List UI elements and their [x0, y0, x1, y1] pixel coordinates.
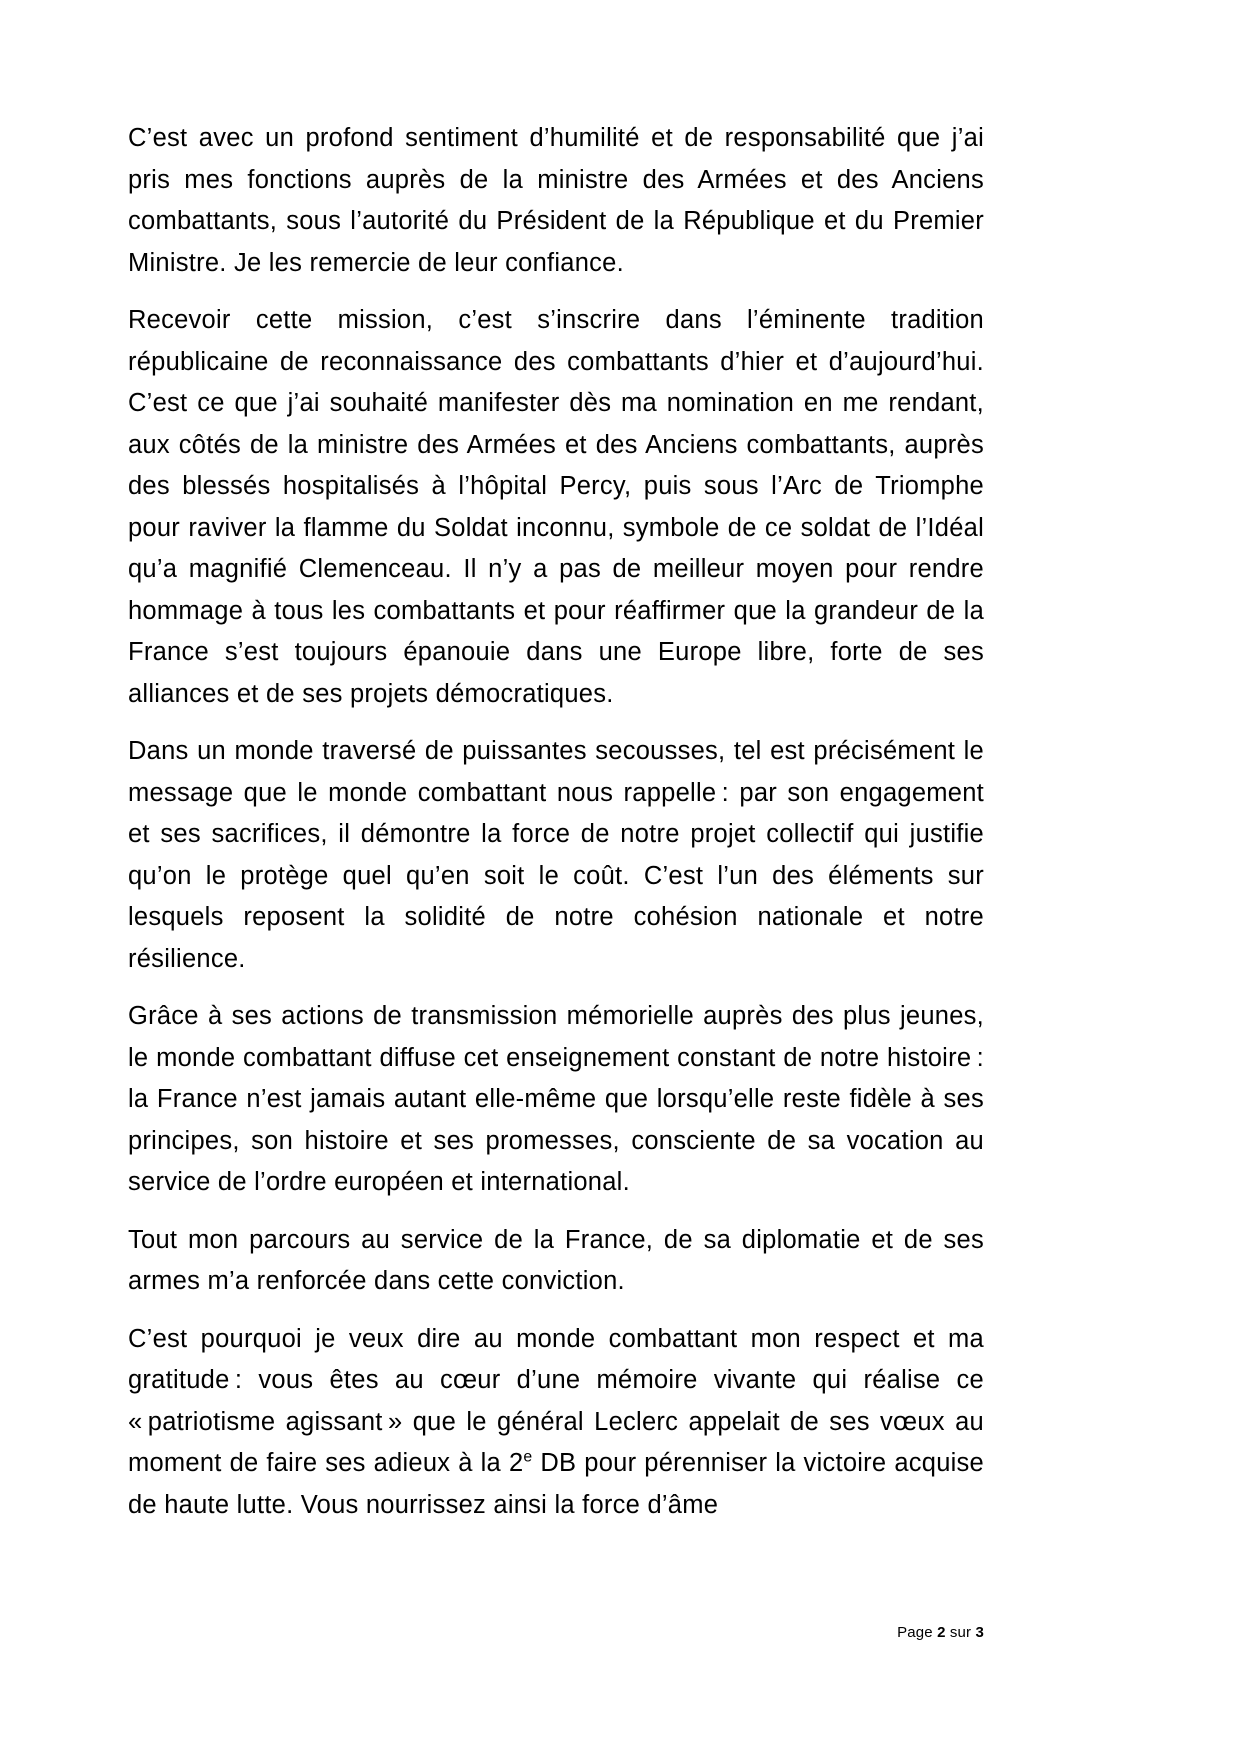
ordinal-suffix: e	[523, 1448, 533, 1466]
paragraph-2: Recevoir cette mission, c’est s’inscrire dans l’éminente tradition républicaine de reconnaissance des combattants d’hier et d’aujourd’hui. C’est ce que j’ai souhaité manifester dès ma nomination en me rendant, aux côtés de la ministre des Armées et des Anciens combattants, auprès des blessés hospitalisés à l’hôpital Percy, puis sous l’Arc de Triomphe pour raviver la flamme du Soldat inconnu, symbole de ce soldat de l’Idéal qu’a magnifié Clemenceau. Il n’y a pas de meilleur moyen pour rendre hommage à tous les combattants et pour réaffirmer que la grandeur de la France s’est toujours épanouie dans une Europe libre, forte de ses alliances et de ses projets démocratiques.	[128, 306, 984, 708]
paragraph-5: Tout mon parcours au service de la France, de sa diplomatie et de ses armes m’a renforcée dans cette conviction.	[128, 1225, 984, 1295]
document-body	[128, 118, 984, 1526]
page-footer	[128, 1624, 984, 1641]
paragraph-4: Grâce à ses actions de transmission mémorielle auprès des plus jeunes, le monde combattant diffuse cet enseignement constant de notre histoire : la France n’est jamais autant elle-même que lorsqu’elle reste fidèle à ses principes, son histoire et ses promesses, consciente de sa vocation au service de l’ordre européen et international.	[128, 1002, 984, 1196]
paragraph-6-part-1: C’est pourquoi je veux dire au monde combattant mon respect et ma gratitude : vous êtes au cœur d’une mémoire vivante qui réalise ce « patriotisme agissant » que le général Leclerc appelait de ses vœux au moment de faire ses adieux à la 2	[128, 1324, 984, 1477]
footer-total-pages: 3	[975, 1624, 984, 1641]
paragraph-6-part-2: DB pour pérenniser la victoire acquise de haute lutte. Vous nourrissez ainsi la force d’âme	[128, 1449, 984, 1519]
paragraph-3: Dans un monde traversé de puissantes secousses, tel est précisément le message que le monde combattant nous rappelle : par son engagement et ses sacrifices, il démontre la force de notre projet collectif qui justifie qu’on le protège quel qu’en soit le coût. C’est l’un des éléments sur lesquels reposent la solidité de notre cohésion nationale et notre résilience.	[128, 737, 984, 973]
footer-current-page: 2	[937, 1624, 946, 1641]
footer-separator: sur	[945, 1624, 976, 1641]
paragraph-1: C’est avec un profond sentiment d’humilité et de responsabilité que j’ai pris mes fonctions auprès de la ministre des Armées et des Anciens combattants, sous l’autorité du Président de la République et du Premier Ministre. Je les remercie de leur confiance.	[128, 124, 984, 277]
paragraph-6	[128, 1319, 984, 1527]
footer-prefix: Page	[897, 1624, 938, 1641]
